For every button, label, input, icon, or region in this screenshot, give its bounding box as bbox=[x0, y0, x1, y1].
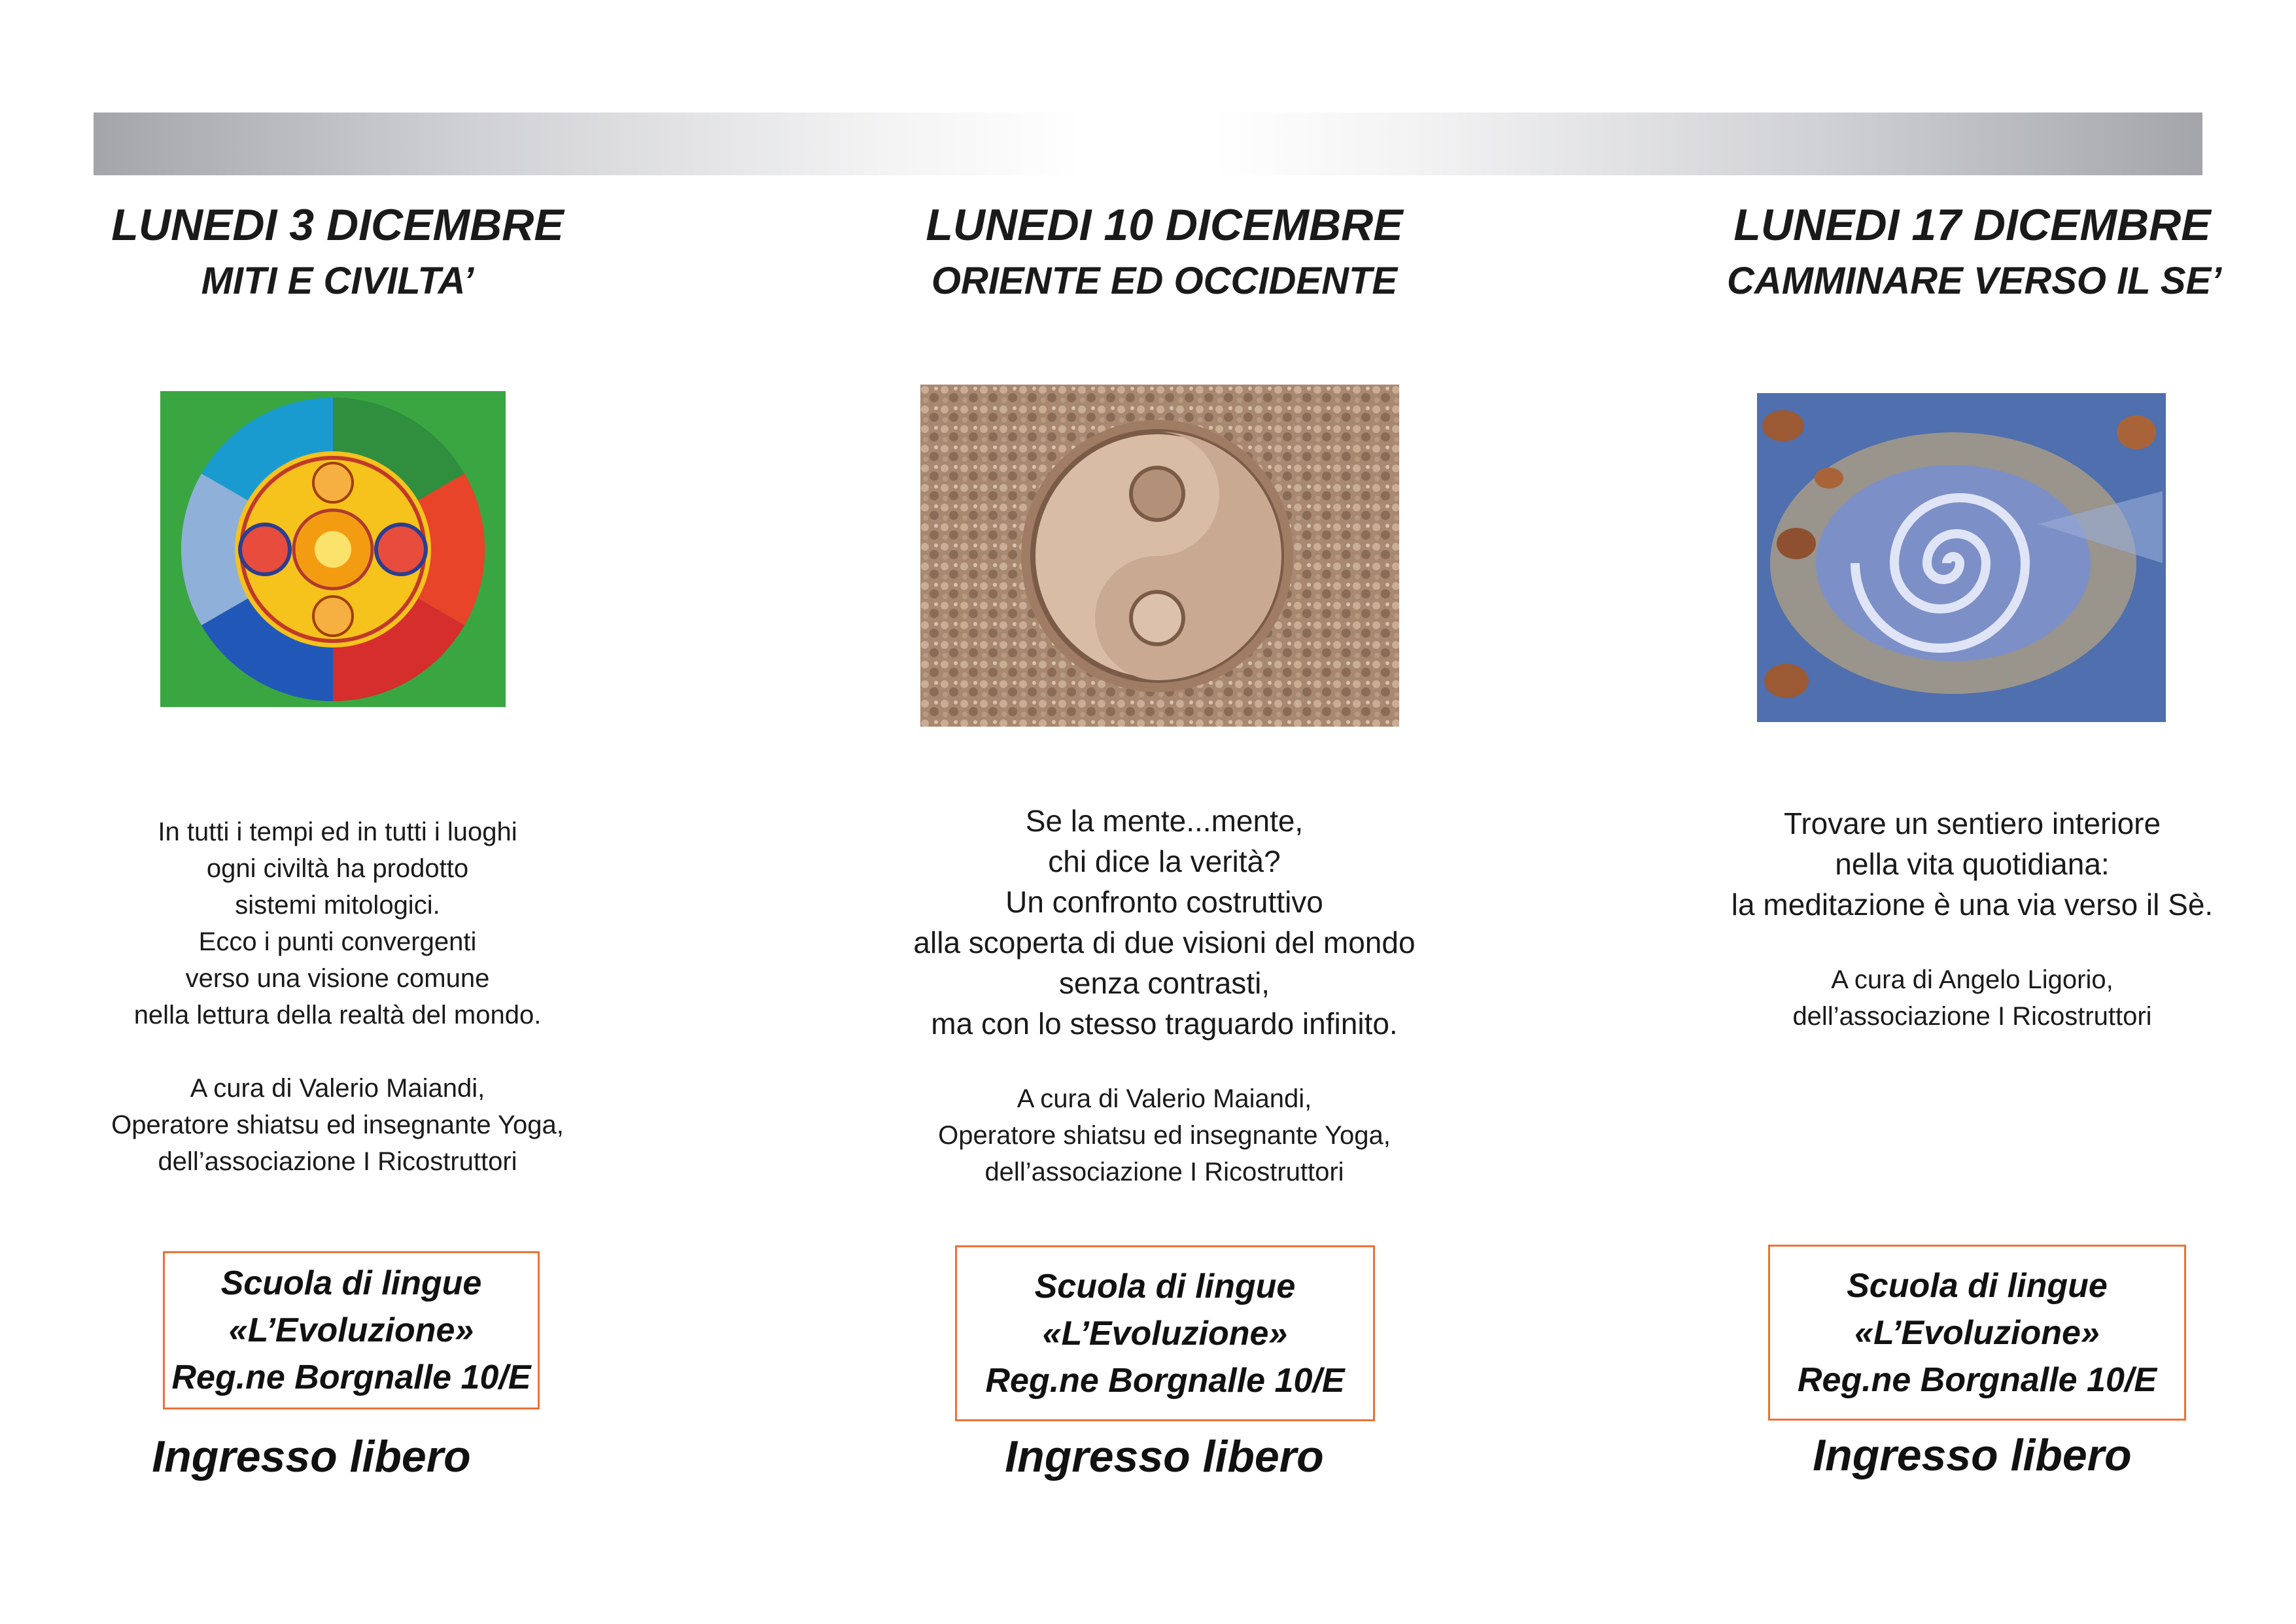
free-entry-label: Ingresso libero bbox=[1005, 1432, 1324, 1481]
event-credit: A cura di Valerio Maiandi, Operatore shiatsu ed insegnante Yoga, dell’associazione I Ricostruttori bbox=[111, 1074, 564, 1176]
event-credit: A cura di Angelo Ligorio, dell’associazione I Ricostruttori bbox=[1792, 965, 2152, 1031]
event-column-1 bbox=[94, 0, 582, 1624]
event-title: MITI E CIVILTA’ bbox=[201, 260, 474, 302]
event-description: Trovare un sentiero interiore nella vita quotidiana: la meditazione è una via verso il Sè. bbox=[1731, 806, 2214, 922]
event-title: ORIENTE ED OCCIDENTE bbox=[931, 260, 1398, 302]
event-column-3 bbox=[1727, 0, 2222, 1624]
event-date: LUNEDI 10 DICEMBRE bbox=[926, 200, 1403, 250]
event-date: LUNEDI 17 DICEMBRE bbox=[1733, 200, 2211, 250]
event-title: CAMMINARE VERSO IL SE’ bbox=[1727, 260, 2222, 302]
venue-box: Scuola di lingue «L’Evoluzione» Reg.ne Borgnalle 10/E bbox=[163, 1251, 540, 1409]
event-column-2 bbox=[903, 0, 1426, 1624]
spiral-image bbox=[1757, 393, 2166, 722]
event-description: In tutti i tempi ed in tutti i luoghi ogni civiltà ha prodotto sistemi mitologici. Ecco i punti convergenti verso una visione comune nella lettura della realtà del mondo. bbox=[133, 818, 542, 1029]
mandala-image bbox=[160, 391, 506, 707]
event-date: LUNEDI 3 DICEMBRE bbox=[111, 200, 564, 250]
free-entry-label: Ingresso libero bbox=[152, 1432, 471, 1481]
venue-box: Scuola di lingue «L’Evoluzione» Reg.ne Borgnalle 10/E bbox=[1768, 1245, 2186, 1421]
venue-box: Scuola di lingue «L’Evoluzione» Reg.ne Borgnalle 10/E bbox=[955, 1245, 1375, 1421]
yin-yang-image bbox=[920, 385, 1399, 727]
event-credit: A cura di Valerio Maiandi, Operatore shiatsu ed insegnante Yoga, dell’associazione I Ricostruttori bbox=[938, 1084, 1391, 1186]
free-entry-label: Ingresso libero bbox=[1813, 1430, 2132, 1480]
event-description: Se la mente...mente, chi dice la verità? Un confronto costruttivo alla scoperta di due visioni del mondo senza contrasti, ma con lo stesso traguardo infinito. bbox=[913, 804, 1416, 1041]
